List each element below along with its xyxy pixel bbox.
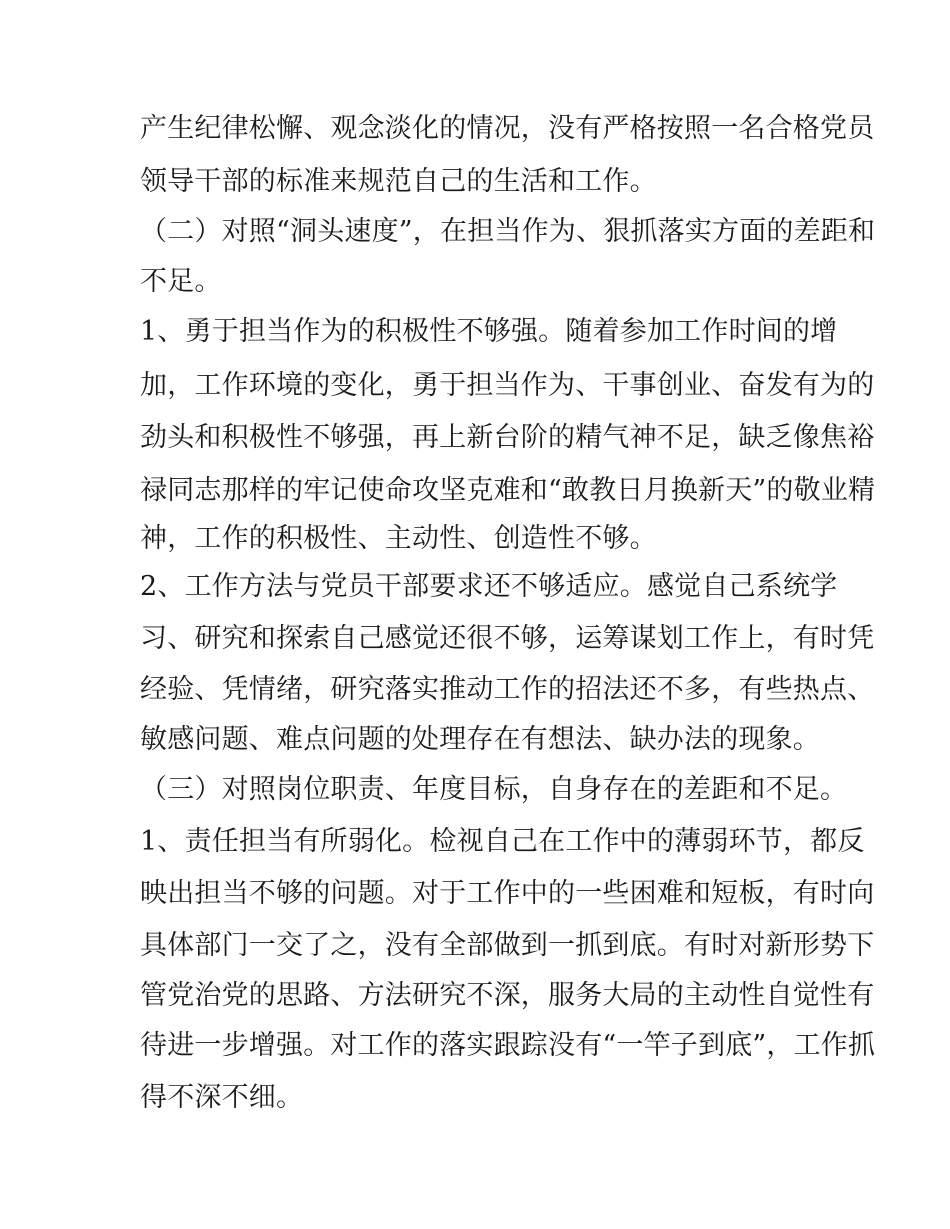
text-line: 产生纪律松懈、观念淡化的情况，没有严格按照一名合格党员	[140, 113, 875, 144]
text-line: 管党治党的思路、方法研究不深，服务大局的主动性自觉性有	[140, 980, 875, 1011]
text-line: 得不深不细。	[140, 1082, 304, 1113]
text-line: 领导干部的标准来规范自己的生活和工作。	[140, 166, 657, 197]
section-heading: （二）对照“洞头速度”，在担当作为、狠抓落实方面的差距和	[140, 216, 876, 247]
text-line: 劲头和积极性不够强，再上新台阶的精气神不足，缺乏像焦裕	[140, 422, 875, 453]
text-line: 1、责任担当有所弱化。检视自己在工作中的薄弱环节，都反	[140, 826, 865, 857]
text-line: 待进一步增强。对工作的落实跟踪没有“一竿子到底”，工作抓	[140, 1030, 876, 1061]
text-line: 不足。	[140, 266, 222, 297]
text-line: 2、工作方法与党员干部要求还不够适应。感觉自己系统学	[140, 571, 838, 602]
text-line: 经验、凭情绪，研究落实推动工作的招法还不多，有些热点、	[140, 674, 875, 705]
section-heading: （三）对照岗位职责、年度目标，自身存在的差距和不足。	[140, 774, 848, 805]
text-line: 敏感问题、难点问题的处理存在有想法、缺办法的现象。	[140, 724, 820, 755]
text-line: 映出担当不够的问题。对于工作中的一些困难和短板，有时向	[140, 878, 875, 909]
text-line: 神，工作的积极性、主动性、创造性不够。	[140, 523, 657, 554]
text-line: 1、勇于担当作为的积极性不够强。随着参加工作时间的增	[140, 316, 838, 347]
text-line: 禄同志那样的牢记使命攻坚克难和“敢教日月换新天”的敬业精	[140, 475, 876, 506]
text-line: 加，工作环境的变化，勇于担当作为、干事创业、奋发有为的	[140, 370, 875, 401]
text-line: 习、研究和探索自己感觉还很不够，运筹谋划工作上，有时凭	[140, 623, 875, 654]
text-line: 具体部门一交了之，没有全部做到一抓到底。有时对新形势下	[140, 930, 875, 961]
